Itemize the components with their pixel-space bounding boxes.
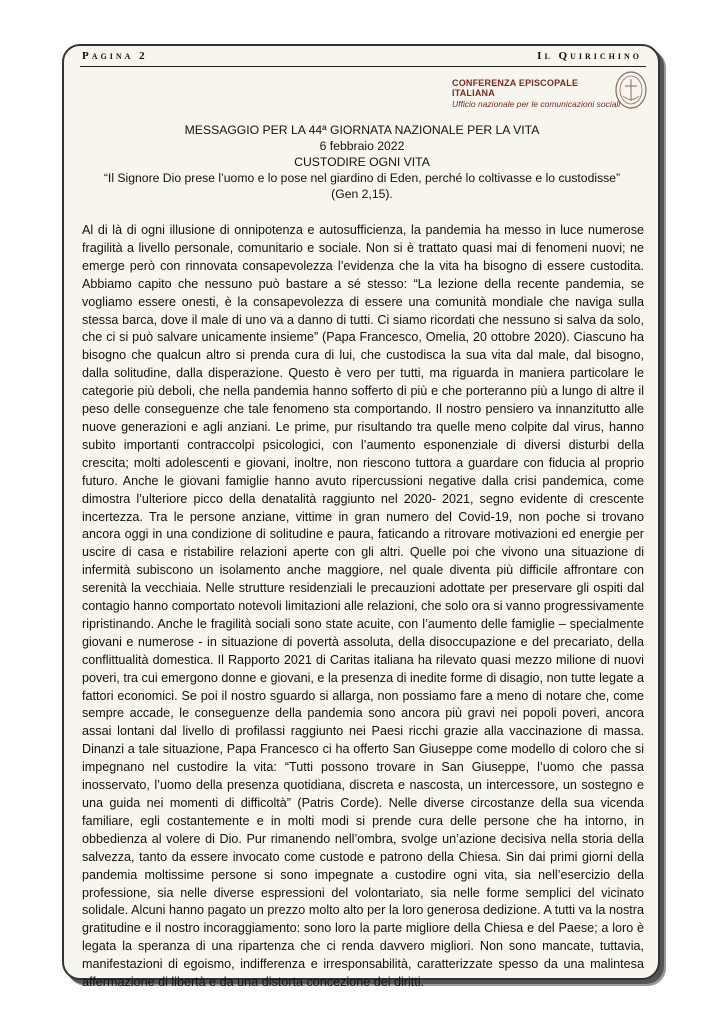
scripture-quote: “Il Signore Dio prese l’uomo e lo pose nel giardino di Eden, perché lo coltivasse e lo custodisse” [103,171,621,185]
cei-logo [452,78,622,109]
page-header [82,50,642,70]
cei-organization: CONFERENZA EPISCOPALE ITALIANA [452,78,579,98]
message-date: 6 febbraio 2022 [319,139,405,153]
message-theme: CUSTODIRE OGNI VITA [294,155,430,169]
message-title-block [82,122,642,202]
message-title: MESSAGGIO PER LA 44ª GIORNATA NAZIONALE PER LA VITA [184,123,540,137]
publication-name: Il Quirichino [537,50,642,62]
cei-office: Ufficio nazionale per le comunicazioni sociali [452,99,621,109]
page-number: Pagina 2 [82,50,148,62]
scripture-reference: (Gen 2,15). [331,187,393,201]
body-paragraph: Al di là di ogni illusione di onnipotenza e autosufficienza, la pandemia ha messo in luce numerose fragilità a livello personale, comunitario e sociale. Non si è trattato quasi mai di fenomeni nuovi; ne emerge però con rinnovata consapevolezza l’evidenza che la vita ha bisogno di essere custodita. Abbiamo capito che nessuno può bastare a sé stesso: “La lezione della recente pandemia, se vogliamo essere onesti, è la consapevolezza di essere una comunità mondiale che naviga sulla stessa barca, dove il male di uno va a danno di tutti. Ci siamo ricordati che nessuno si salva da solo, che ci si può salvare unicamente insieme” (Papa Francesco, Omelia, 20 ottobre 2020). Ciascuno ha bisogno che qualcun altro si prenda cura di lui, che custodisca la sua vita dal male, dal bisogno, dalla solitudine, dalla disperazione. Questo è vero per tutti, ma riguarda in maniera particolare le categorie più deboli, che nella pandemia hanno sofferto di più e che porteranno più a lungo di altre il peso delle conseguenze che tale fenomeno sta comportando. Il nostro pensiero va innanzitutto alle nuove generazioni e agli anziani. Le prime, pur risultando tra quelle meno colpite dal virus, hanno subito importanti contraccolpi psicologici, con l’aumento esponenziale di diversi disturbi della crescita; molti adolescenti e giovani, inoltre, non riescono tuttora a guardare con fiducia al proprio futuro. Anche le giovani famiglie hanno avuto ripercussioni negative dalla crisi pandemica, come dimostra l’ulteriore picco della denatalità raggiunto nel 2020- 2021, segno evidente di crescente incertezza. Tra le persone anziane, vittime in gran numero del Covid-19, non poche si trovano ancora oggi in una condizione di solitudine e paura, faticando a ritrovare motivazioni ed energie per uscire di casa e ristabilire relazioni aperte con gli altri. Quelle poi che vivono una situazione di infermità subiscono un isolamento anche maggiore, nel quale diventa più difficile affrontare con serenità la vecchiaia. Nelle strutture residenziali le precauzioni adottate per preservare gli ospiti dal contagio hanno comportato notevoli limitazioni alle relazioni, che solo ora si vanno progressivamente ripristinando. Anche le fragilità sociali sono state acuite, con l’aumento delle famiglie – specialmente giovani e numerose - in situazione di povertà assoluta, della disoccupazione e del precariato, della conflittualità domestica. Il Rapporto 2021 di Caritas italiana ha rilevato quasi mezzo milione di nuovi poveri, tra cui emergono donne e giovani, e la presenza di inedite forme di disagio, non tutte legate a fattori economici. Se poi il nostro sguardo si allarga, non possiamo fare a meno di notare che, come sempre accade, le conseguenze della pandemia sono ancora più gravi nei popoli poveri, ancora assai lontani dal livello di profilassi raggiunto nei Paesi ricchi grazie alla vaccinazione di massa. Dinanzi a tale situazione, Papa Francesco ci ha offerto San Giuseppe come modello di coloro che si impegnano nel custodire la vita: “Tutti possono trovare in San Giuseppe, l’uomo che passa inosservato, l’uomo della presenza quotidiana, discreta e nascosta, un intercessore, un sostegno e una guida nei momenti di difficoltà” (Patris Corde). Nelle diverse circostanze della sua vicenda familiare, egli costantemente e in molti modi si prende cura delle persone che ha intorno, in obbedienza al volere di Dio. Pur rimanendo nell’ombra, svolge un’azione decisiva nella storia della salvezza, tanto da essere invocato come custode e patrono della Chiesa. Sin dai primi giorni della pandemia moltissime persone si sono impegnate a custodire ogni vita, sia nell’esercizio della professione, sia nelle diverse espressioni del volontariato, sia nelle forme semplici del vicinato solidale. Alcuni hanno pagato un prezzo molto alto per la loro generosa dedizione. A tutti va la nostra gratitudine e il nostro incoraggiamento: sono loro la parte migliore della Chiesa e del Paese; a loro è legata la speranza di una ripartenza che ci renda davvero migliori. Non sono mancate, tuttavia, manifestazioni di egoismo, indifferenza e irresponsabilità, caratterizzate spesso da una malintesa affermazione di libertà e da una distorta concezione dei diritti. [82,223,644,990]
header-divider [80,66,646,67]
cei-seal-icon [614,70,648,110]
